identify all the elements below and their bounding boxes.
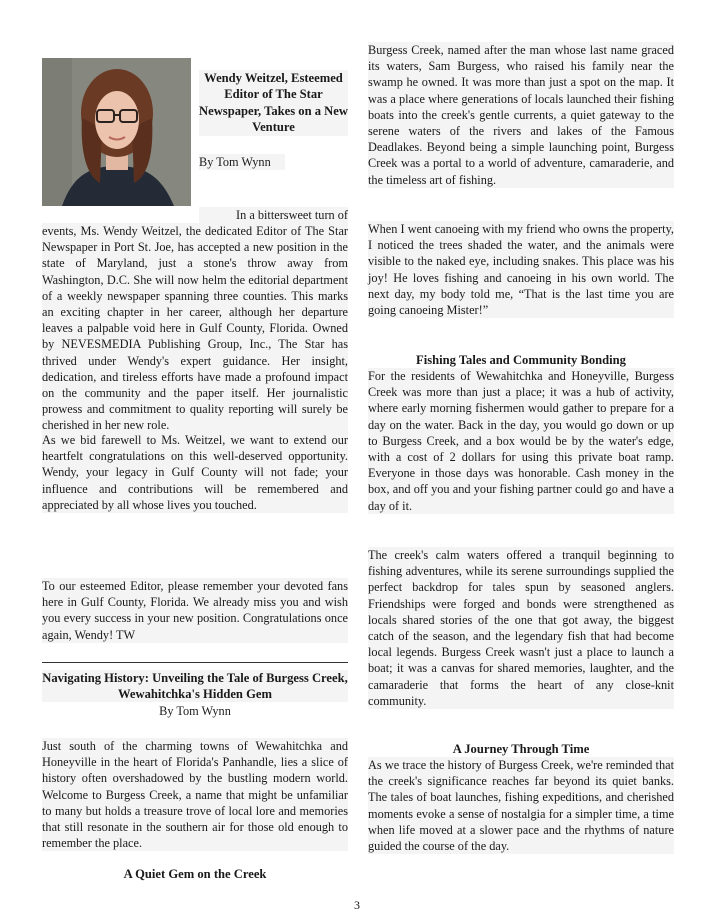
portrait-illustration: [42, 58, 191, 206]
column-2-paragraph-5: As we trace the history of Burgess Creek, we're reminded that the creek's significance reaches far beyond its quiet banks. The tales of boat launches, fishing expeditions, and cherished moments evoke a sense of nostalgia for a simpler time, a time when life moved at a slower pace and the rhythms of nature guided the course of the day.: [368, 758, 674, 854]
column-2-paragraph-4: The creek's calm waters offered a tranquil beginning to fishing adventures, while its serene surroundings supplied the perfect backdrop for tales spun by seasoned anglers. Friendships were forged and bonds were strengthened as locals shared stories of the one that got away, the biggest catch of the season, and the legendary fish that had become local legends. Burgess Creek wasn't just a place to launch a boat; it was a canvas for shared memories, laughter, and the camaraderie that forms the heart of any close-knit community.: [368, 548, 674, 708]
article-1-paragraph-3: To our esteemed Editor, please remember your devoted fans here in Gulf County, Florida. We already miss you and wish you every success in your new position. Congratulations once again, Wendy! TW: [42, 579, 348, 642]
article-2-paragraph-1: Just south of the charming towns of Wewahitchka and Honeyville in the heart of Florida's Panhandle, lies a slice of history often overshadowed by the bustling modern world. Welcome to Burgess Creek, a name that might be unfamiliar to many but holds a treasure trove of local lore and memories that still resonate in the southern air for those old enough to remember the place.: [42, 739, 348, 851]
column-2-paragraph-3: For the residents of Wewahitchka and Honeyville, Burgess Creek was more than just a place; it was a hub of activity, where early morning fishermen would gather to prepare for a day on the water. Back in the day, you would go down or up to Burgess Creek, and a box would be by the water's edge, with a cost of 2 dollars for using this private boat ramp. Everyone in those days was honorable. Cash money in the box, and off you and your fishing partner could go and have a day of it.: [368, 369, 674, 513]
lead-in-text: In a bittersweet turn of: [199, 207, 348, 223]
section-divider: [42, 662, 348, 663]
article-title-weitzel: Wendy Weitzel, Esteemed Editor of The Star Newspaper, Takes on a New Venture: [199, 71, 348, 135]
column-2-paragraph-1: Burgess Creek, named after the man whose last name graced its waters, Sam Burgess, who raised his family near the swamp he owned. It was more than just a spot on the map. It was a place where generations of locals launched their fishing boats into the creek's gentle currents, a quiet gateway to the serene waters of the rivers and lakes of the Famous Deadlakes. Beyond being a simple launching point, Burgess Creek was a portal to a world of adventure, camaraderie, and the timeless art of fishing.: [368, 43, 674, 187]
article-1-paragraph-1: events, Ms. Wendy Weitzel, the dedicated Editor of The Star Newspaper in Port St. Joe, has accepted a new position in the state of Maryland, just a stone's throw away from Washington, D.C. She will now helm the editorial department of a weekly newspaper spanning three counties. This marks an exciting chapter in her career, although her departure leaves a palpable void here in Gulf County, Florida. Owned by NEVESMEDIA Publishing Group, Inc., The Star has thrived under Wendy's expert guidance. Her insight, dedication, and tireless efforts have made a profound impact on the community and the paper itself. Her journalistic prowess and commitment to quality reporting will surely be cherished in her new role.: [42, 224, 348, 433]
subhead-journey-through-time: A Journey Through Time: [452, 742, 590, 756]
subhead-fishing-tales: Fishing Tales and Community Bonding: [416, 353, 626, 367]
article-1-paragraph-2: As we bid farewell to Ms. Weitzel, we want to extend our heartfelt congratulations on this well-deserved opportunity. Wendy, your legacy in Gulf County will not fade; your influence and contributions will be remembered and appreciated by all whose lives you touched.: [42, 433, 348, 512]
page-number: 3: [354, 898, 360, 912]
article-title-burgess-creek: Navigating History: Unveiling the Tale of Burgess Creek, Wewahitchka's Hidden Gem: [42, 671, 348, 702]
subhead-quiet-gem: A Quiet Gem on the Creek: [123, 867, 267, 881]
byline-article-2: By Tom Wynn: [159, 704, 231, 718]
wendy-weitzel-photo: [42, 58, 191, 206]
column-2-paragraph-2: When I went canoeing with my friend who owns the property, I noticed the trees shaded the water, and the animals were visible to the naked eye, including snakes. This place was his joy! He loves fishing and canoeing in his own world. The next day, my body told me, “That is the last time you are going canoeing Mister!”: [368, 222, 674, 318]
byline-article-1: By Tom Wynn: [199, 154, 285, 170]
